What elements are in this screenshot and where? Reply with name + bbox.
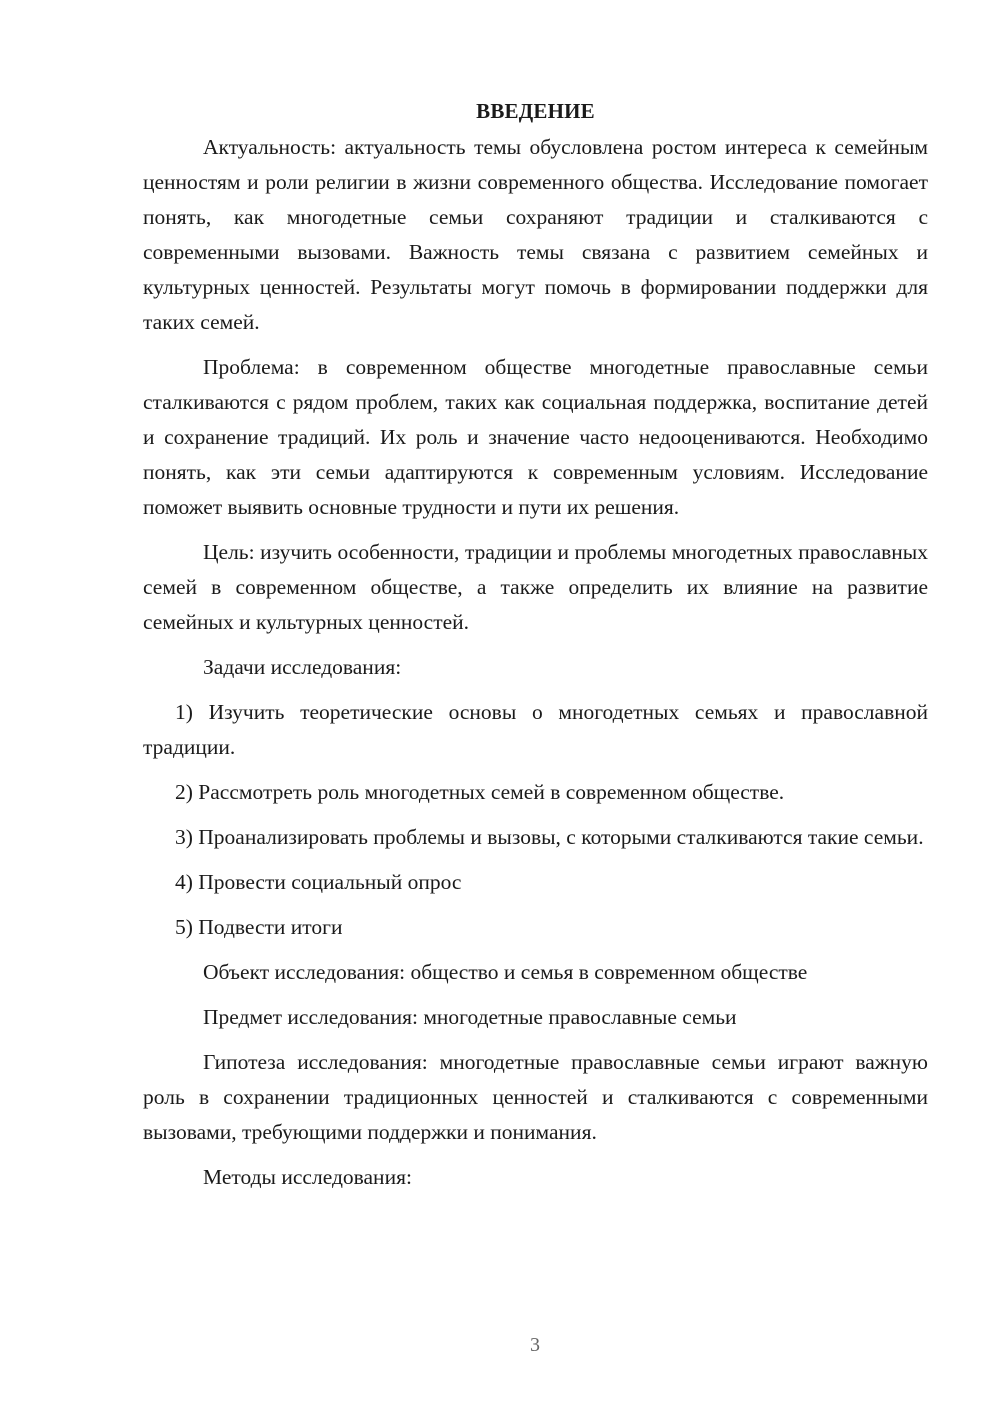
- relevance-paragraph: Актуальность: актуальность темы обусловлена ростом интереса к семейным ценностям и роли религии в жизни современного общества. Исследование помогает понять, как многодетные семьи сохраняют традиции и сталкиваются с современными вызовами. Важность темы связана с развитием семейных и культурных ценностей. Результаты могут помочь в формировании поддержки для таких семей.: [143, 135, 928, 334]
- task-item-5: 5) Подвести итоги: [175, 915, 343, 939]
- object-paragraph: Объект исследования: общество и семья в современном обществе: [203, 960, 808, 984]
- goal-paragraph: Цель: изучить особенности, традиции и проблемы многодетных православных семей в современном обществе, а также определить их влияние на развитие семейных и культурных ценностей.: [143, 540, 928, 634]
- tasks-title: Задачи исследования:: [203, 655, 402, 679]
- task-item-3: 3) Проанализировать проблемы и вызовы, с которыми сталкиваются такие семьи.: [175, 825, 924, 849]
- task-item-2: 2) Рассмотреть роль многодетных семей в современном обществе.: [175, 780, 785, 804]
- methods-title: Методы исследования:: [203, 1165, 412, 1189]
- problem-paragraph: Проблема: в современном обществе многодетные православные семьи сталкиваются с рядом проблем, таких как социальная поддержка, воспитание детей и сохранение традиций. Их роль и значение часто недооцениваются. Необходимо понять, как эти семьи адаптируются к современным условиям. Исследование поможет выявить основные трудности и пути их решения.: [143, 355, 928, 519]
- task-item-4: 4) Провести социальный опрос: [175, 870, 462, 894]
- hypothesis-paragraph: Гипотеза исследования: многодетные православные семьи играют важную роль в сохранении традиционных ценностей и сталкиваются с современными вызовами, требующими поддержки и понимания.: [143, 1050, 928, 1144]
- page-content: [143, 96, 928, 1205]
- section-heading: ВВЕДЕНИЕ: [476, 99, 595, 123]
- task-item-1: 1) Изучить теоретические основы о многодетных семьях и православной традиции.: [143, 700, 928, 759]
- page-number: 3: [530, 1334, 540, 1356]
- subject-paragraph: Предмет исследования: многодетные православные семьи: [203, 1005, 737, 1029]
